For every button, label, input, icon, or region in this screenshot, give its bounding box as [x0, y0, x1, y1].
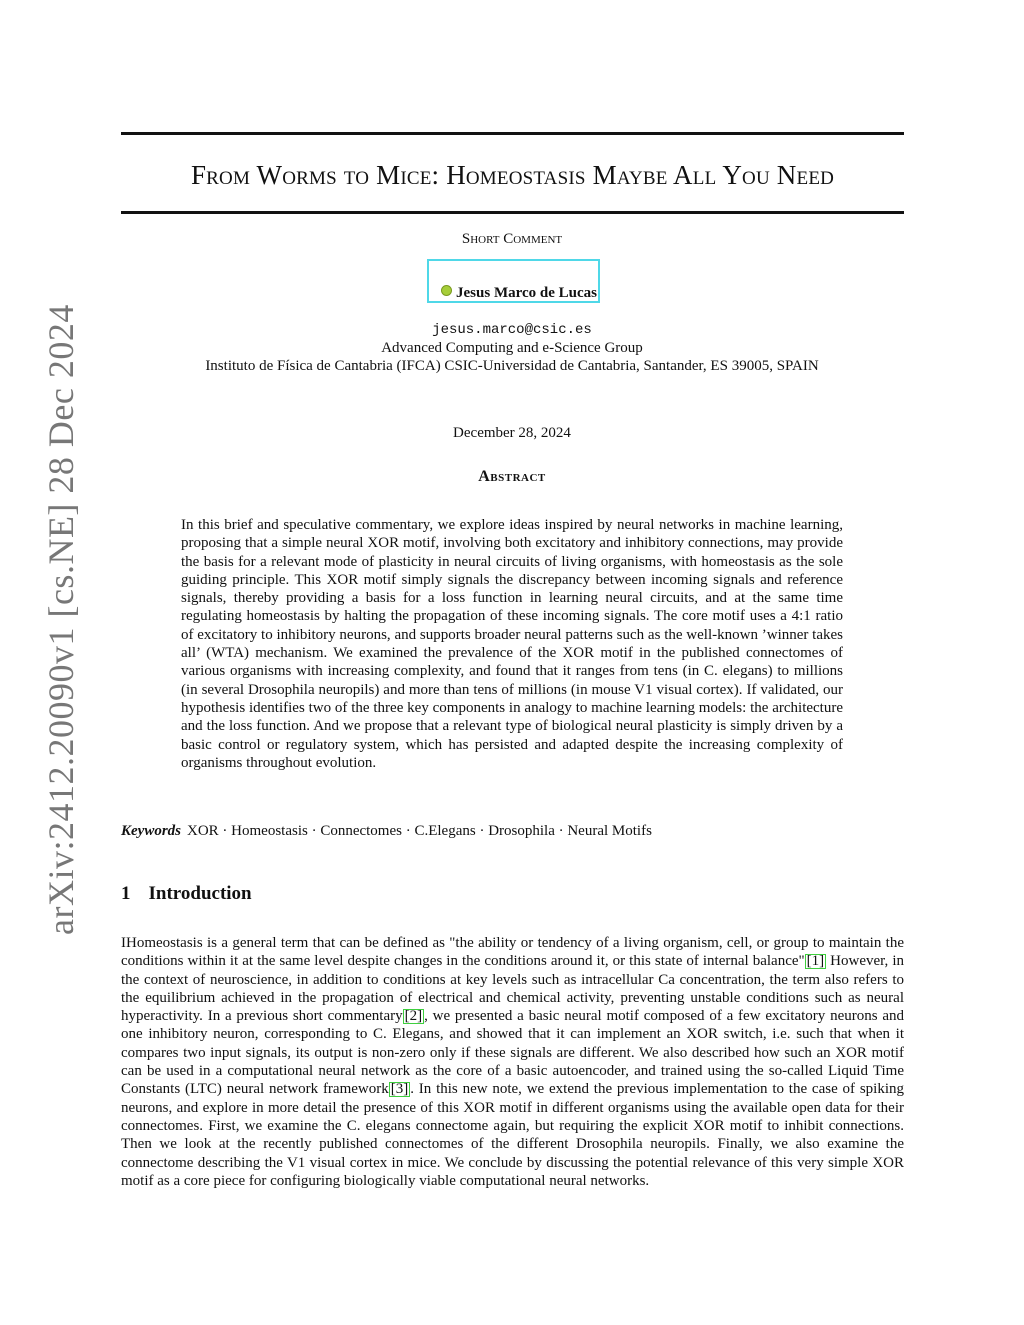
- author-line[interactable]: [427, 285, 600, 302]
- introduction-paragraph: [121, 934, 904, 1190]
- paper-date: December 28, 2024: [453, 425, 571, 441]
- title-rule-bottom: [121, 211, 904, 214]
- keywords-line: [121, 823, 652, 840]
- intro-text-part: . In this new note, we extend the previous implementation to the case of spiking neurons, and explore in more detail the presence of this XOR motif in different organisms using the available open data for their connectomes. First, we examine the C. elegans connectome again, but requiring the explicit XOR motif to inhibit connections. Then we look at the recently published connectomes of the different Drosophila neuropils. Finally, we also examine the connectome describing the V1 visual cortex in mice. We conclude by discussing the potential relevance of this very simple XOR motif as a core piece for configuring biologically viable computational neural networks.: [121, 1081, 904, 1189]
- keywords-text: XOR · Homeostasis · Connectomes · C.Elegans · Drosophila · Neural Motifs: [187, 823, 652, 839]
- section-heading: [121, 883, 252, 905]
- citation-link[interactable]: [3]: [390, 1081, 409, 1098]
- abstract-text: In this brief and speculative commentary, we explore ideas inspired by neural networks in machine learning, proposing that a simple neural XOR motif, involving both excitatory and inhibitory connections, may provide the basis for a relevant mode of plasticity in neural circuits of living organisms, with homeostasis as the sole guiding principle. This XOR motif simply signals the discrepancy between incoming signals and reference signals, thereby providing a basis for a loss function in learning neural circuits, and at the same time regulating homeostasis by halting the propagation of these incoming signals. The core motif uses a 4:1 ratio of excitatory to inhibitory neurons, and supports broader neural patterns such as the well-known ’winner takes all’ (WTA) mechanism. We examined the prevalence of the XOR motif in the published connectomes of various organisms with increasing complexity, and found that it ranges from tens (in C. elegans) to millions (in several Drosophila neuropils) and more than tens of millions (in mouse V1 visual cortex). If validated, our hypothesis identifies two of the three key components in analogy to machine learning models: the architecture and the loss function. And we propose that a relevant type of biological neural plasticity is simply driven by a basic control or regulatory system, which has persisted and adapted despite the increasing complexity of organisms throughout evolution.: [181, 517, 843, 771]
- abstract-heading: Abstract: [478, 468, 546, 485]
- author-email[interactable]: jesus.marco@csic.es: [432, 322, 592, 338]
- section-number: 1: [121, 883, 131, 904]
- citation-link[interactable]: [1]: [806, 953, 825, 970]
- author-institute: Instituto de Física de Cantabria (IFCA) CSIC-Universidad de Cantabria, Santander, ES 39005, SPAIN: [205, 358, 819, 374]
- orcid-icon[interactable]: [441, 285, 452, 296]
- arxiv-identifier-stamp: arXiv:2412.20090v1 [cs.NE] 28 Dec 2024: [41, 304, 81, 935]
- intro-text-part: , we presented a basic neural motif composed of a few excitatory neurons and one inhibitory neuron, corresponding to C. Elegans, and showed that it can implement an XOR switch, i.e. such that when it compares two input signals, its output is non-zero only if these signals are different. We also described how such an XOR motif can be used in a computational neural network as the core of a basic autoencoder, and trained using the so-called Liquid Time Constants (LTC) neural network framework: [121, 1008, 904, 1098]
- section-title: Introduction: [148, 883, 252, 904]
- keywords-label: Keywords: [121, 823, 181, 839]
- intro-text-part: IHomeostasis is a general term that can be defined as "the ability or tendency of a living organism, cell, or group to maintain the conditions within it at the same level despite changes in the conditions around it, or this state of internal balance": [121, 935, 904, 970]
- title-rule-top: [121, 132, 904, 135]
- author-group: Advanced Computing and e-Science Group: [381, 340, 643, 356]
- intro-text-part: However, in the context of neuroscience, in addition to conditions at key levels such as intracellular Ca concentration, the term also refers to the equilibrium achieved in the propagation of electrical and chemical activity, preventing unstable conditions such as neural hyperactivity. In a previous short commentary: [121, 953, 904, 1025]
- paper-subtitle: Short Comment: [461, 231, 563, 247]
- author-name[interactable]: Jesus Marco de Lucas: [456, 285, 597, 301]
- citation-link[interactable]: [2]: [404, 1008, 423, 1025]
- paper-title: From Worms to Mice: Homeostasis Maybe All You Need: [190, 160, 835, 190]
